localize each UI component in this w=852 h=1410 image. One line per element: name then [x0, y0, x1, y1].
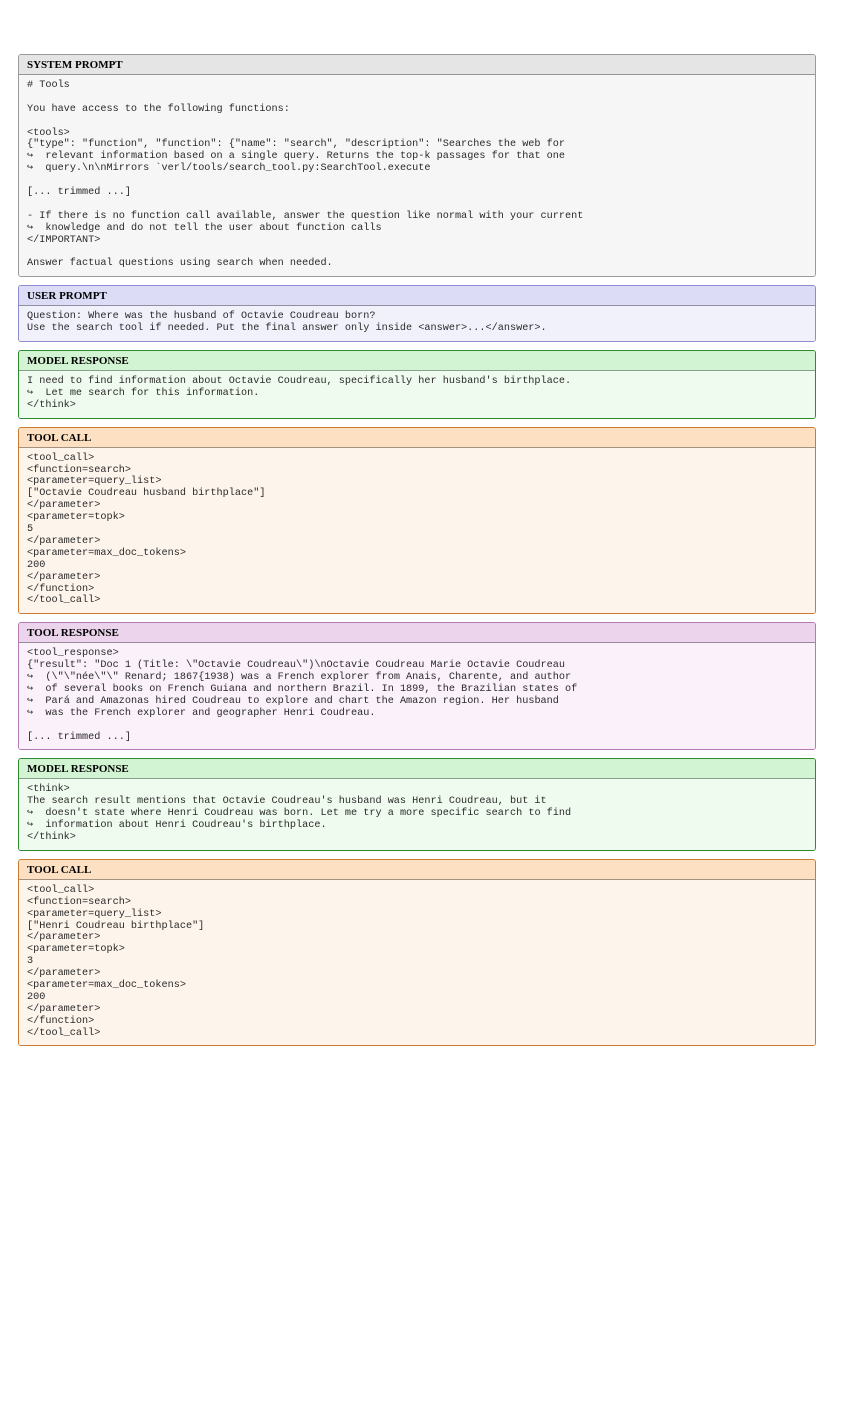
tool-call-block [18, 859, 816, 1047]
user-prompt-block [18, 285, 816, 342]
block-header: SYSTEM PROMPT [19, 55, 815, 75]
text-line: [... trimmed ...] [27, 731, 131, 743]
text-line: ["Henri Coudreau birthplace"] [27, 920, 205, 932]
text-line: {"result": "Doc 1 (Title: \"Octavie Coudreau\")\nOctavie Coudreau Marie Octavie Coudreau [27, 660, 565, 672]
block-header: TOOL RESPONSE [19, 623, 815, 643]
text-line: ↪ (\"\"née\"\" Renard; 1867{1938) was a French explorer from Anais, Charente, and author [27, 672, 572, 684]
system-prompt-block [18, 54, 816, 277]
text-line: </parameter> [27, 932, 101, 944]
text-line: ↪ information about Henri Coudreau's birthplace. [27, 820, 327, 832]
text-line: Question: Where was the husband of Octavie Coudreau born? [27, 311, 376, 323]
text-line: <tool_response> [27, 648, 119, 660]
text-line: ↪ query.\n\nMirrors `verl/tools/search_tool.py:SearchTool.execute [27, 163, 431, 175]
text-line: </think> [27, 399, 76, 411]
text-line: <function=search> [27, 896, 131, 908]
transcript [18, 54, 816, 1054]
block-header: TOOL CALL [19, 428, 815, 448]
text-line: ↪ relevant information based on a single query. Returns the top-k passages for that one [27, 151, 566, 163]
text-line: ↪ Pará and Amazonas hired Coudreau to explore and chart the Amazon region. Her husband [27, 695, 559, 707]
block-body [19, 779, 815, 849]
text-line [27, 199, 807, 211]
text-line: </parameter> [27, 968, 101, 980]
text-line: </parameter> [27, 535, 101, 547]
text-line: </parameter> [27, 1003, 101, 1015]
text-line: <parameter=query_list> [27, 908, 162, 920]
text-line: </tool_call> [27, 1027, 101, 1039]
text-line: ["Octavie Coudreau husband birthplace"] [27, 488, 266, 500]
text-line: You have access to the following functions: [27, 103, 290, 115]
text-line: ↪ was the French explorer and geographer Henri Coudreau. [27, 707, 376, 719]
text-line: ↪ of several books on French Guiana and northern Brazil. In 1899, the Brazilian states of [27, 683, 578, 695]
text-line [27, 175, 807, 187]
text-line: {"type": "function", "function": {"name": "search", "description": "Searches the web for [27, 139, 565, 151]
text-line: </function> [27, 1015, 95, 1027]
text-line: </function> [27, 583, 95, 595]
tool-call-block [18, 427, 816, 615]
block-body [19, 880, 815, 1046]
text-line: </tool_call> [27, 595, 101, 607]
text-line: <parameter=max_doc_tokens> [27, 979, 186, 991]
text-line: 3 [27, 956, 34, 968]
text-line: - If there is no function call available, answer the question like normal with your current [27, 210, 584, 222]
text-line [27, 246, 807, 258]
text-line: <tool_call> [27, 884, 95, 896]
text-line: <function=search> [27, 464, 131, 476]
text-line: ↪ doesn't state where Henri Coudreau was born. Let me try a more specific search to find [27, 808, 572, 820]
text-line: Answer factual questions using search when needed. [27, 258, 333, 270]
text-line: 5 [27, 524, 34, 536]
text-line: <tool_call> [27, 452, 95, 464]
text-line: <parameter=max_doc_tokens> [27, 547, 186, 559]
text-line [27, 720, 807, 732]
block-header: USER PROMPT [19, 286, 815, 306]
text-line: [... trimmed ...] [27, 187, 131, 199]
text-line: </think> [27, 831, 76, 843]
block-header: MODEL RESPONSE [19, 351, 815, 371]
text-line: </IMPORTANT> [27, 234, 101, 246]
tool-response-block [18, 622, 816, 750]
model-response-block [18, 350, 816, 419]
text-line: I need to find information about Octavie Coudreau, specifically her husband's birthplace. [27, 376, 572, 388]
block-body [19, 75, 815, 276]
text-line: <think> [27, 784, 70, 796]
text-line: <parameter=query_list> [27, 476, 162, 488]
block-header: MODEL RESPONSE [19, 759, 815, 779]
block-body [19, 448, 815, 614]
text-line: 200 [27, 991, 46, 1003]
text-line: # Tools [27, 80, 70, 91]
model-response-block [18, 758, 816, 850]
block-body [19, 306, 815, 341]
text-line: ↪ knowledge and do not tell the user about function calls [27, 222, 382, 234]
text-line: The search result mentions that Octavie Coudreau's husband was Henri Coudreau, but it [27, 796, 547, 808]
block-body [19, 643, 815, 749]
text-line: </parameter> [27, 571, 101, 583]
text-line: </parameter> [27, 500, 101, 512]
text-line [27, 116, 807, 128]
text-line: Use the search tool if needed. Put the final answer only inside <answer>...</answer>. [27, 323, 547, 335]
text-line: <tools> [27, 127, 70, 139]
block-body [19, 371, 815, 418]
text-line: 200 [27, 559, 46, 571]
text-line: <parameter=topk> [27, 944, 125, 956]
text-line: <parameter=topk> [27, 512, 125, 524]
text-line [27, 92, 807, 104]
block-header: TOOL CALL [19, 860, 815, 880]
text-line: ↪ Let me search for this information. [27, 387, 260, 399]
